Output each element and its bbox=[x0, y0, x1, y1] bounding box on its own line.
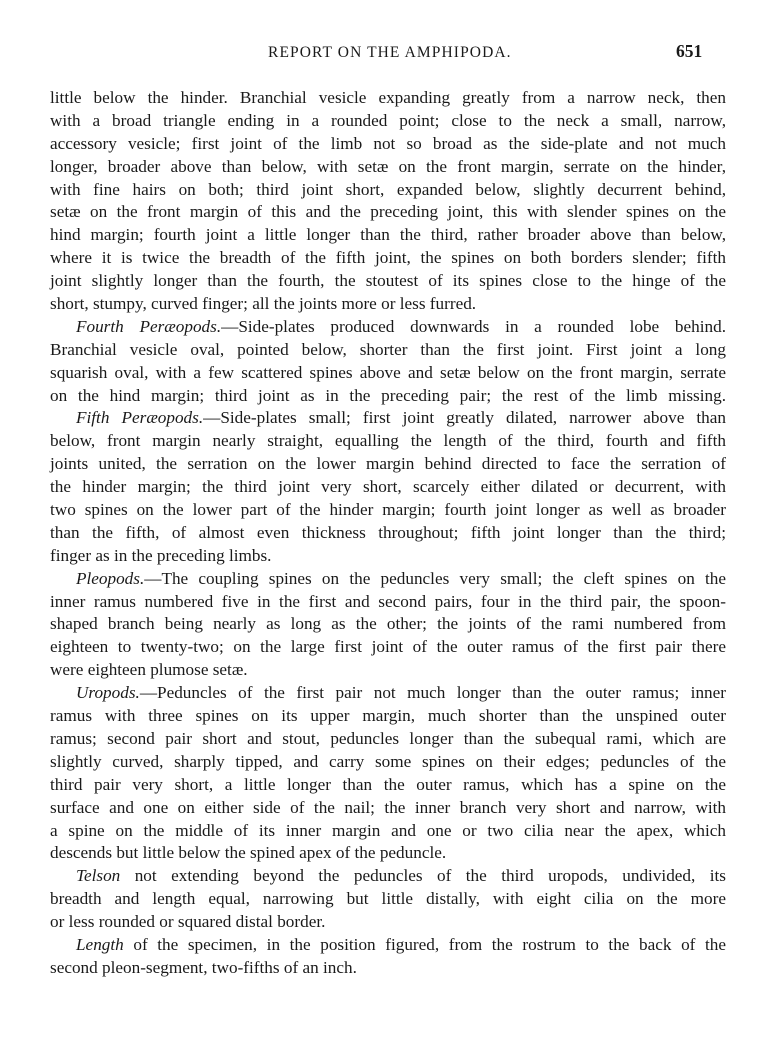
text-line bbox=[50, 179, 726, 202]
section-caption: Uropods. bbox=[76, 683, 140, 703]
text-line bbox=[50, 407, 726, 430]
text-line bbox=[50, 201, 726, 224]
page-number: 651 bbox=[676, 41, 703, 61]
text-line bbox=[50, 774, 726, 797]
text-line bbox=[50, 247, 726, 270]
section-caption: Telson bbox=[76, 866, 121, 886]
text-line bbox=[50, 820, 726, 843]
text-run: below, front margin nearly straight, equalling the length of the third, fourth and fifth bbox=[50, 431, 726, 451]
text-line bbox=[50, 476, 726, 499]
text-line bbox=[50, 659, 726, 682]
text-line bbox=[50, 568, 726, 591]
text-run: little below the hinder. Branchial vesicle expanding greatly from a narrow neck, then bbox=[50, 88, 726, 107]
section-caption: Fifth Peræopods. bbox=[76, 408, 204, 428]
text-line bbox=[50, 87, 726, 110]
text-line bbox=[50, 293, 726, 316]
text-run: —Side-plates produced downwards in a rounded lobe behind. bbox=[221, 316, 726, 336]
section-caption: Length bbox=[76, 934, 124, 954]
text-line bbox=[50, 613, 726, 636]
text-run: two spines on the lower part of the hinder margin; fourth joint longer as well as broader bbox=[50, 500, 726, 520]
text-line bbox=[50, 705, 726, 728]
text-run: —The coupling spines on the peduncles very small; the cleft spines on the bbox=[144, 568, 726, 588]
text-run: ramus; second pair short and stout, peduncles longer than the subequal rami, which are bbox=[50, 728, 726, 748]
text-run: the hinder margin; the third joint very short, scarcely either dilated or decurrent, with bbox=[50, 477, 726, 497]
text-line bbox=[50, 842, 726, 865]
text-run: squarish oval, with a few scattered spines above and setæ below on the front margin, serrate bbox=[50, 362, 726, 382]
text-run: joints united, the serration on the lower margin behind directed to face the serration of bbox=[50, 454, 726, 474]
text-run: were eighteen plumose setæ. bbox=[50, 660, 248, 680]
text-run: —Side-plates small; first joint greatly dilated, narrower above than bbox=[203, 408, 726, 428]
text-run: inner ramus numbered five in the first and second pairs, four in the third pair, the spoon- bbox=[50, 591, 726, 611]
text-run: not extending beyond the peduncles of the third uropods, undivided, its bbox=[120, 866, 726, 886]
text-run: finger as in the preceding limbs. bbox=[50, 545, 272, 565]
text-line bbox=[50, 888, 726, 911]
running-head bbox=[0, 41, 776, 68]
text-line bbox=[50, 110, 726, 133]
text-run: short, stumpy, curved finger; all the joints more or less furred. bbox=[50, 294, 477, 314]
text-run: hind margin; fourth joint a little longer than the third, rather broader above than below, bbox=[50, 225, 726, 245]
text-line bbox=[50, 751, 726, 774]
text-line bbox=[50, 362, 726, 385]
text-run: eighteen to twenty-two; on the large first joint of the outer ramus of the first pair there bbox=[50, 637, 726, 657]
text-line bbox=[50, 797, 726, 820]
text-line bbox=[50, 133, 726, 156]
text-line bbox=[50, 316, 726, 339]
text-run: slightly curved, sharply tipped, and carry some spines on their edges; peduncles of the bbox=[50, 751, 726, 771]
text-run: second pleon-segment, two-fifths of an inch. bbox=[50, 957, 357, 977]
text-line bbox=[50, 911, 726, 934]
text-run: descends but little below the spined apex of the peduncle. bbox=[50, 843, 447, 863]
text-line bbox=[50, 636, 726, 659]
text-run: where it is twice the breadth of the fifth joint, the spines on both borders slender; fifth bbox=[50, 248, 726, 268]
text-line bbox=[50, 865, 726, 888]
text-run: joint slightly longer than the fourth, the stoutest of its spines close to the hinge of the bbox=[50, 271, 726, 291]
text-run: accessory vesicle; first joint of the limb not so broad as the side-plate and not much bbox=[50, 133, 726, 153]
text-line bbox=[50, 682, 726, 705]
text-run: —Peduncles of the first pair not much longer than the outer ramus; inner bbox=[139, 683, 726, 703]
text-line bbox=[50, 224, 726, 247]
text-run: ramus with three spines on its upper margin, much shorter than the unspined outer bbox=[50, 706, 726, 726]
text-line bbox=[50, 270, 726, 293]
text-line bbox=[50, 339, 726, 362]
text-run: shaped branch being nearly as long as the other; the joints of the rami numbered from bbox=[50, 614, 726, 634]
text-run: third pair very short, a little longer than the outer ramus, which has a spine on the bbox=[50, 774, 726, 794]
text-run: than the fifth, of almost even thickness throughout; fifth joint longer than the third; bbox=[50, 522, 726, 542]
text-line bbox=[50, 453, 726, 476]
text-run: with a broad triangle ending in a rounded point; close to the neck a small, narrow, bbox=[50, 110, 726, 130]
text-run: Branchial vesicle oval, pointed below, shorter than the first joint. First joint a long bbox=[50, 339, 726, 359]
text-line bbox=[50, 934, 726, 957]
text-run: breadth and length equal, narrowing but little distally, with eight cilia on the more bbox=[50, 889, 726, 909]
text-run: on the hind margin; third joint as in the preceding pair; the rest of the limb missing. bbox=[50, 385, 726, 405]
body-text bbox=[50, 87, 726, 980]
text-line bbox=[50, 728, 726, 751]
text-run: longer, broader above than below, with setæ on the front margin, serrate on the hinder, bbox=[50, 156, 726, 176]
text-line bbox=[50, 499, 726, 522]
text-line bbox=[50, 430, 726, 453]
text-run: setæ on the front margin of this and the preceding joint, this with slender spines on the bbox=[50, 202, 726, 222]
running-head-title: REPORT ON THE AMPHIPODA. bbox=[268, 44, 512, 61]
text-run: with fine hairs on both; third joint short, expanded below, slightly decurrent behind, bbox=[50, 179, 726, 199]
text-run: surface and one on either side of the nail; the inner branch very short and narrow, with bbox=[50, 797, 726, 817]
text-run: or less rounded or squared distal border. bbox=[50, 912, 326, 932]
text-run: a spine on the middle of its inner margin and one or two cilia near the apex, which bbox=[50, 820, 726, 840]
section-caption: Fourth Peræopods. bbox=[76, 316, 222, 336]
text-line bbox=[50, 385, 726, 408]
text-line bbox=[50, 522, 726, 545]
section-caption: Pleopods. bbox=[76, 568, 145, 588]
text-line bbox=[50, 156, 726, 179]
text-line bbox=[50, 545, 726, 568]
text-line bbox=[50, 591, 726, 614]
text-run: of the specimen, in the position figured, from the rostrum to the back of the bbox=[123, 934, 726, 954]
text-line bbox=[50, 957, 726, 980]
